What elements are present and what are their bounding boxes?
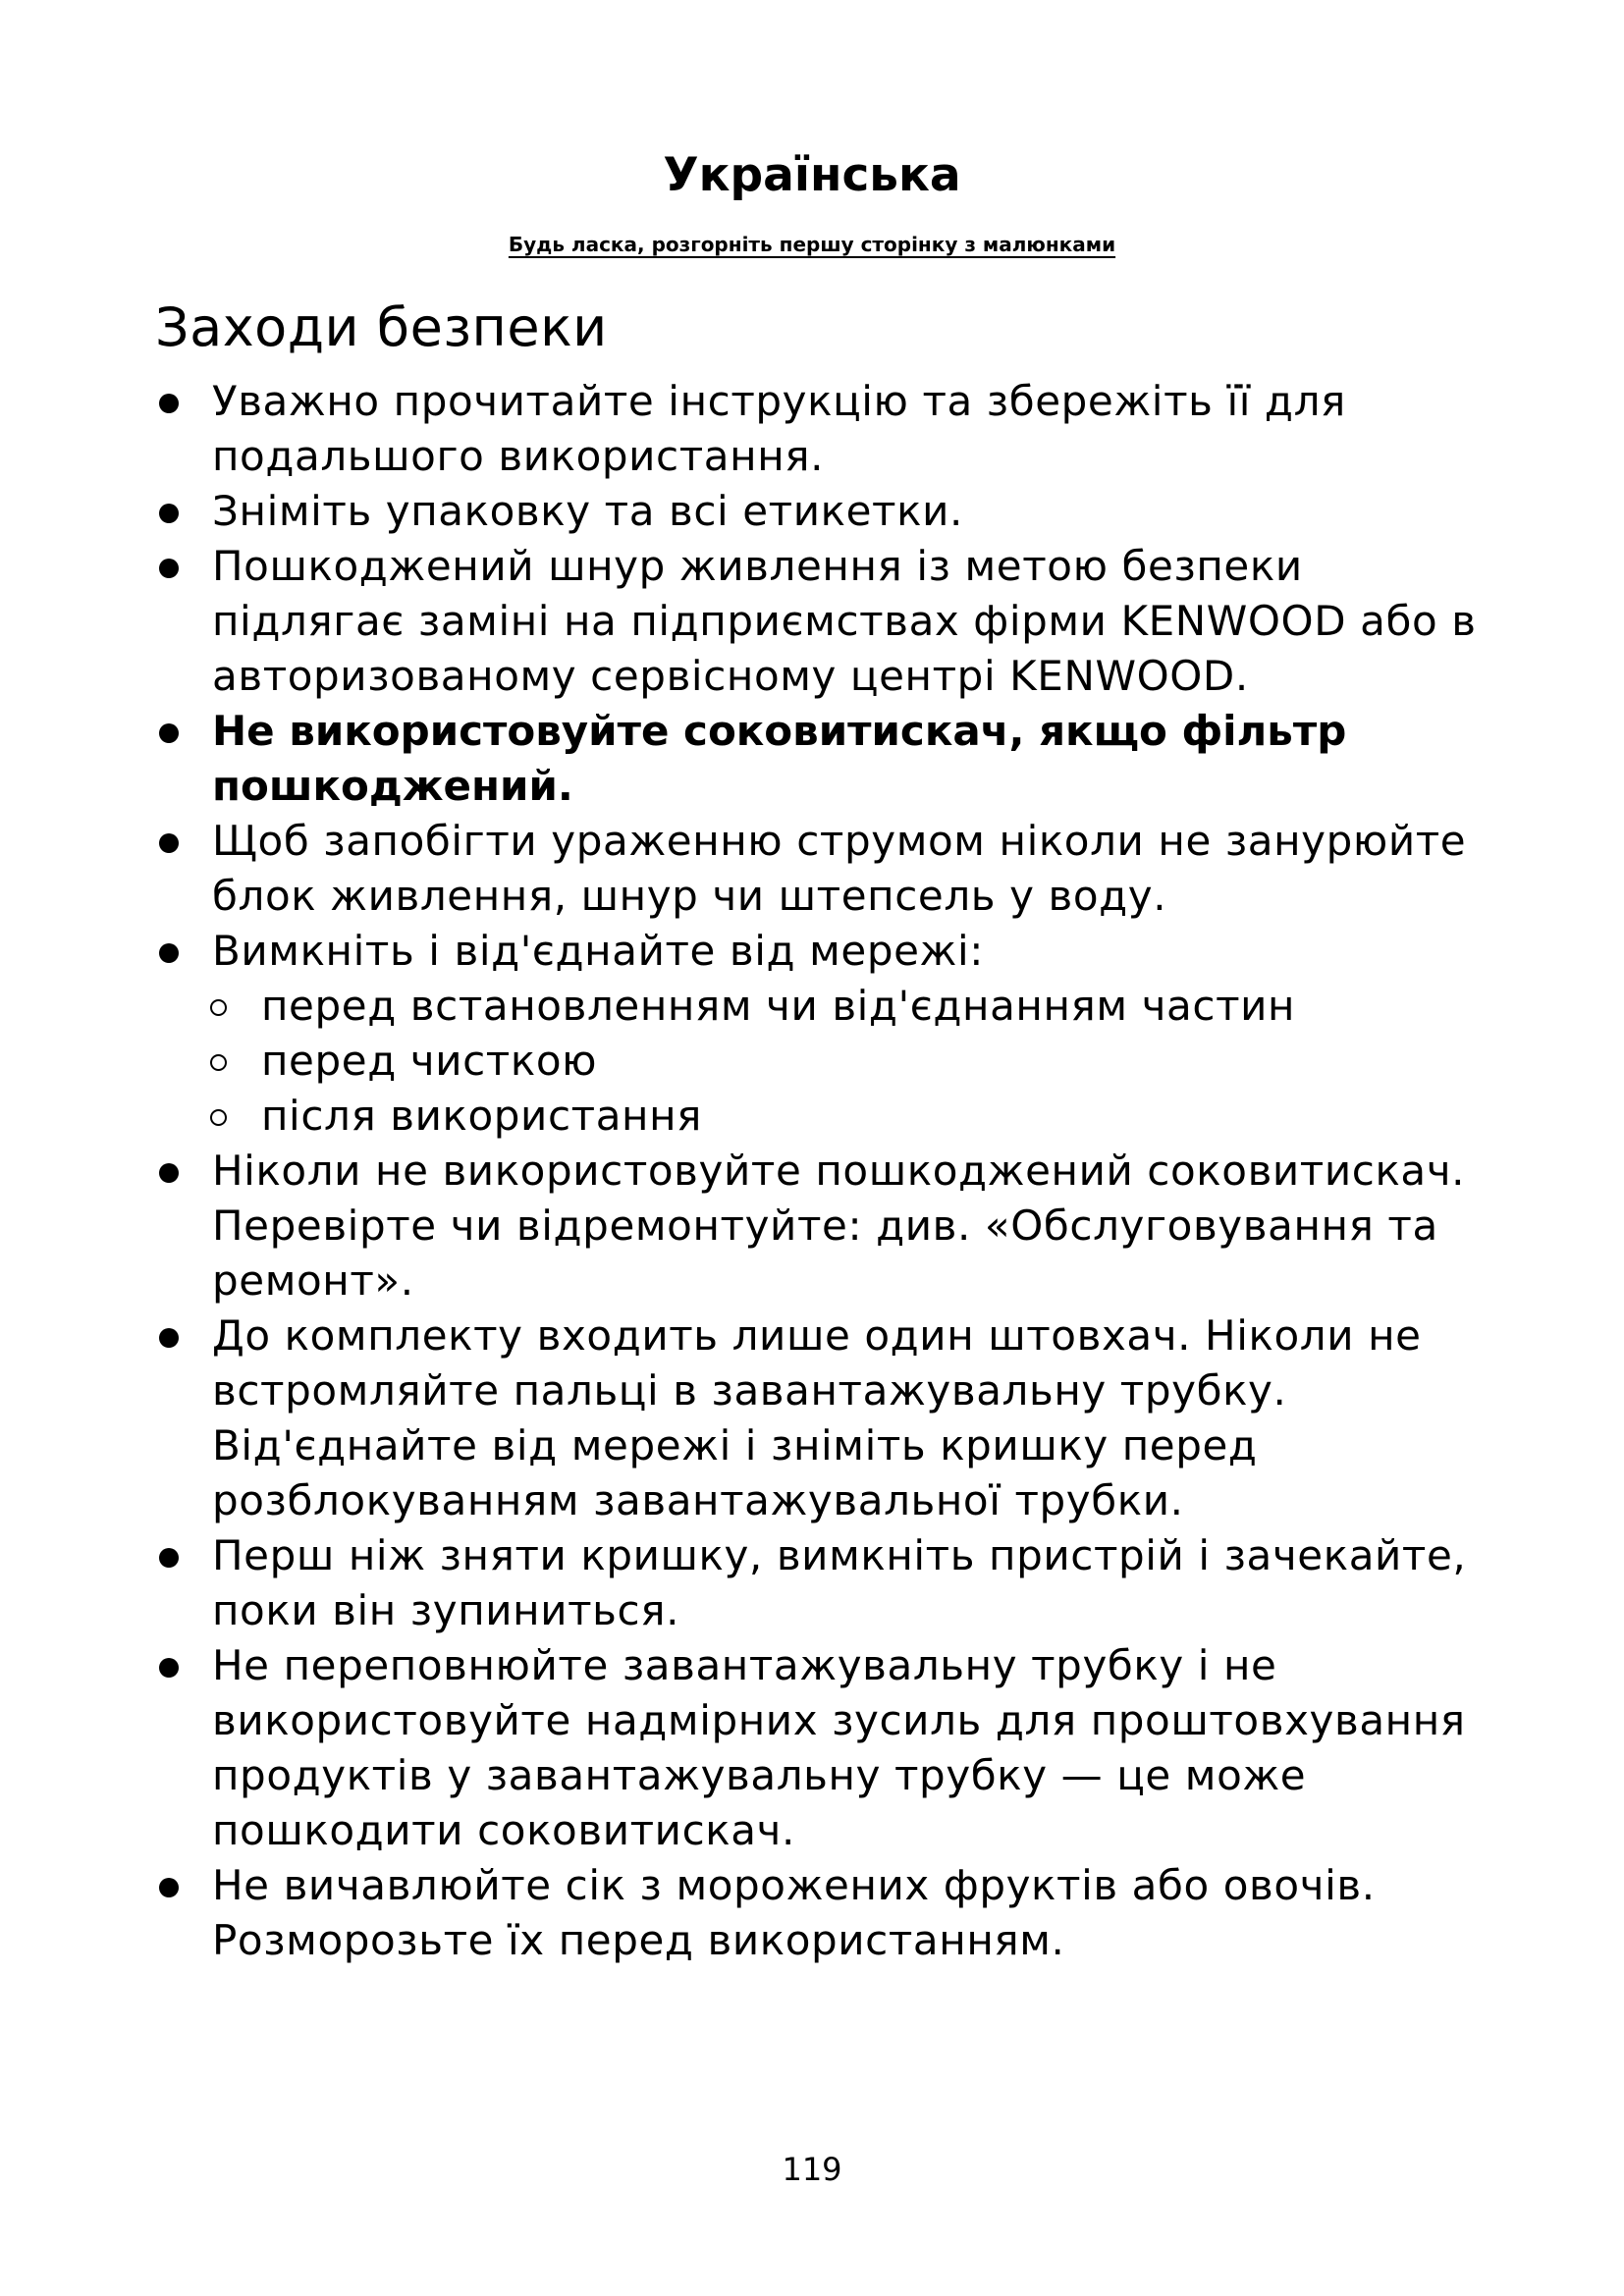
bullet-icon xyxy=(159,1328,179,1348)
list-item xyxy=(155,1858,1490,1968)
list-item-text: Не переповнюйте завантажувальну трубку і не використовуйте надмірних зусиль для проштовхування продуктів у завантажувальну трубку — це може пошкодити соковитискач. xyxy=(212,1641,1466,1854)
sub-list-item xyxy=(155,1089,1490,1144)
sub-list-item-text: перед чисткою xyxy=(261,1037,598,1085)
bullet-icon xyxy=(159,833,179,853)
list-item xyxy=(155,484,1490,539)
list-item xyxy=(155,1638,1490,1858)
sub-list-item-text: після використання xyxy=(261,1092,703,1140)
list-item xyxy=(155,539,1490,704)
circle-bullet-icon xyxy=(210,999,227,1016)
list-item-text: Не використовуйте соковитискач, якщо фільтр пошкоджений. xyxy=(212,707,1347,810)
bullet-icon xyxy=(159,1548,179,1568)
bullet-icon xyxy=(159,723,179,743)
safety-list xyxy=(155,374,1490,1968)
list-item xyxy=(155,1144,1490,1308)
sub-list-item xyxy=(155,1034,1490,1089)
bullet-icon xyxy=(159,504,179,523)
list-item-text: Вимкніть і від'єднайте від мережі: xyxy=(212,927,985,975)
list-item xyxy=(155,814,1490,924)
bullet-icon xyxy=(159,394,179,413)
list-item-text: Щоб запобігти ураженню струмом ніколи не занурюйте блок живлення, шнур чи штепсель у воду. xyxy=(212,817,1467,920)
list-item-text: Не вичавлюйте сік з морожених фруктів або овочів. Розморозьте їх перед використанням. xyxy=(212,1861,1376,1964)
bullet-icon xyxy=(159,559,179,578)
page-title: Українська xyxy=(663,148,961,202)
bullet-icon xyxy=(159,1658,179,1678)
list-item-text: Перш ніж зняти кришку, вимкніть пристрій і зачекайте, поки він зупиниться. xyxy=(212,1531,1467,1634)
list-item xyxy=(155,1308,1490,1528)
page-number: 119 xyxy=(782,2151,842,2188)
list-item-text: Пошкоджений шнур живлення із метою безпеки підлягає заміні на підприємствах фірми KENWOOD або в авторизованому сервісному центрі KENWOOD. xyxy=(212,542,1477,700)
sub-list-item-text: перед встановленням чи від'єднанням частин xyxy=(261,982,1296,1030)
list-item-warning xyxy=(155,704,1490,814)
bullet-icon xyxy=(159,943,179,963)
circle-bullet-icon xyxy=(210,1109,227,1126)
circle-bullet-icon xyxy=(210,1054,227,1071)
list-item-text: Ніколи не використовуйте пошкоджений соковитискач. Перевірте чи відремонтуйте: див. «Обслуговування та ремонт». xyxy=(212,1147,1466,1305)
section-heading: Заходи безпеки xyxy=(155,296,608,358)
list-item-text: Уважно прочитайте інструкцію та збережіть її для подальшого використання. xyxy=(212,377,1346,480)
page-note-text: Будь ласка, розгорніть першу сторінку з малюнками xyxy=(508,233,1116,256)
list-item xyxy=(155,1528,1490,1638)
sub-list xyxy=(212,979,1490,1144)
page-note xyxy=(0,230,1624,259)
bullet-icon xyxy=(159,1878,179,1897)
list-item xyxy=(155,924,1490,1144)
list-item-text: До комплекту входить лише один штовхач. Ніколи не встромляйте пальці в завантажувальну трубку. Від'єднайте від мережі і зніміть кришку перед розблокуванням завантажувальної трубки. xyxy=(212,1311,1422,1524)
list-item xyxy=(155,374,1490,484)
sub-list-item xyxy=(155,979,1490,1034)
list-item-text: Зніміть упаковку та всі етикетки. xyxy=(212,487,963,535)
bullet-icon xyxy=(159,1163,179,1183)
